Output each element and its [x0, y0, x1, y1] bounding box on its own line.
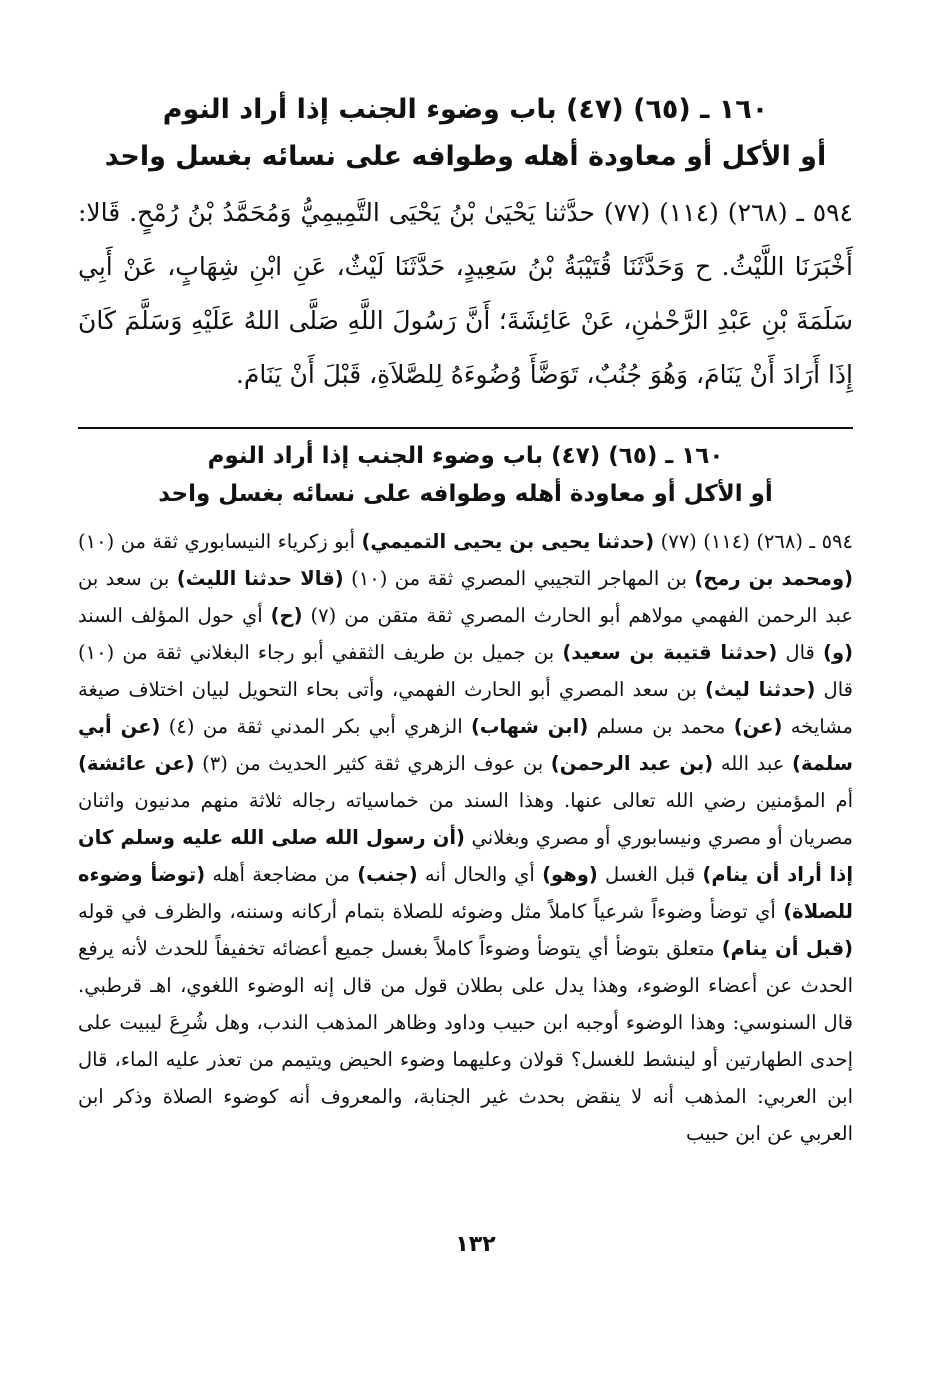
chapter-heading-line-1: ١٦٠ ـ (٦٥) (٤٧) باب وضوء الجنب إذا أراد النوم	[162, 94, 769, 125]
commentary-quote: (بن عبد الرحمن)	[550, 752, 714, 775]
commentary-quote: (جنب)	[357, 863, 418, 886]
commentary-span: بن سعد المصري أبو الحارث الفهمي، وأتى بحاء التحويل لبيان اختلاف صيغة مشايخه	[78, 678, 853, 738]
commentary-quote: (توضأ وضوءه للصلاة)	[78, 863, 853, 923]
commentary-span: أم المؤمنين رضي الله تعالى عنها. وهذا السند من خماسياته رجاله ثلاثة منهم مدنيون واثنان مصريان أو مصري ونيسابوري أو مصري وبغلاني	[78, 789, 853, 849]
commentary-quote: (وهو)	[542, 863, 598, 886]
commentary-span: بن عوف الزهري ثقة كثير الحديث من (٣)	[194, 752, 551, 775]
page-number: ١٣٢	[455, 1232, 496, 1257]
commentary-heading	[78, 437, 853, 513]
commentary-heading-line-2: أو الأكل أو معاودة أهله وطوافه على نسائه بغسل واحد	[158, 481, 773, 507]
commentary-quote: (عن أبي سلمة)	[78, 715, 853, 775]
commentary-span: محمد بن مسلم	[588, 715, 734, 738]
commentary-quote: (حدثنا ليث)	[705, 678, 816, 701]
commentary-quote: (عن)	[733, 715, 783, 738]
commentary-quote: (أن رسول الله صلى الله عليه وسلم كان إذا أراد أن ينام)	[78, 826, 853, 886]
separator-line	[78, 427, 853, 429]
commentary-heading-line-1: ١٦٠ ـ (٦٥) (٤٧) باب وضوء الجنب إذا أراد النوم	[207, 443, 724, 469]
commentary-quote: (ومحمد بن رمح)	[694, 567, 853, 590]
commentary-span: قبل الغسل	[597, 863, 703, 886]
commentary-quote: (ح)	[270, 604, 303, 627]
commentary-span: عبد الله	[713, 752, 793, 775]
chapter-heading	[78, 86, 853, 180]
commentary-span: أي توضأ وضوءاً شرعياً كاملاً مثل وضوئه للصلاة بتمام أركانه وسننه، والظرف في قوله	[78, 900, 784, 923]
commentary-span: أي والحال أنه	[417, 863, 543, 886]
commentary-span: من مضاجعة أهله	[205, 863, 358, 886]
commentary-span: بن جميل بن طريف الثقفي أبو رجاء البغلاني ثقة من (١٠) قال	[78, 641, 853, 701]
commentary-span: الزهري أبي بكر المدني ثقة من (٤)	[160, 715, 471, 738]
commentary-quote: (قبل أن ينام)	[721, 937, 853, 960]
commentary-quote: (ابن شهاب)	[470, 715, 589, 738]
hadith-text: ٥٩٤ ـ (٢٦٨) (١١٤) (٧٧) حدَّثنا يَحْيَىٰ بْنُ يَحْيَى التَّمِيمِيُّ وَمُحَمَّدُ بْنُ رُمْحٍ. قَالا: أَخْبَرَنَا اللَّيْثُ. ح وَحَدَّثَنَا قُتَيْبَةُ بْنُ سَعِيدٍ، حَدَّثَنَا لَيْثٌ، عَنِ ابْنِ شِهَابٍ، عَنْ أَبِي سَلَمَةَ بْنِ عَبْدِ الرَّحْمٰنِ، عَنْ عَائِشَةَ؛ أَنَّ رَسُولَ اللَّهِ صَلَّى اللهُ عَلَيْهِ وَسَلَّمَ كَانَ إِذَا أَرَادَ أَنْ يَنَامَ، وَهُوَ جُنُبٌ، تَوَضَّأَ وُضُوءَهُ لِلصَّلاَةِ، قَبْلَ أَنْ يَنَامَ.	[78, 198, 853, 389]
commentary-quote: (قالا حدثنا الليث)	[176, 567, 344, 590]
commentary-span: ٥٩٤ ـ (٢٦٨) (١١٤) (٧٧)	[654, 530, 853, 553]
commentary-quote: (و)	[823, 641, 853, 664]
commentary-quote: (حدثنا قتيبة بن سعيد)	[562, 641, 778, 664]
chapter-heading-line-2: أو الأكل أو معاودة أهله وطوافه على نسائه بغسل واحد	[104, 141, 827, 172]
commentary-span: أي حول المؤلف السند	[78, 604, 271, 627]
commentary-span: متعلق بتوضأ أي يتوضأ وضوءاً كاملاً بغسل جميع أعضائه تخفيفاً للحدث لأنه يرفع الحدث عن أعضاء الوضوء، وهذا يدل على بطلان قول من قال إنه الوضوء اللغوي، اهـ قرطبي. قال السنوسي: وهذا الوضوء أوجبه ابن حبيب وداود وظاهر المذهب الندب، وهل شُرِعَ ليبيت على إحدى الطهارتين أو لينشط للغسل؟ قولان وعليهما وضوء الحيض ويتيمم من تعذر عليه الماء، قال ابن العربي: المذهب أنه لا ينقض بحدث غير الجنابة، والمعروف أنه كوضوء الصلاة وذكر ابن العربي عن ابن حبيب	[78, 937, 853, 1145]
book-page	[78, 78, 853, 1348]
commentary-span: بن سعد بن عبد الرحمن الفهمي مولاهم أبو الحارث المصري ثقة متقن من (٧)	[78, 567, 854, 627]
commentary-quote: (حدثنا يحيى بن يحيى التميمي)	[361, 530, 655, 553]
commentary-span: بن المهاجر التجيبي المصري ثقة من (١٠)	[343, 567, 695, 590]
commentary-text	[78, 523, 853, 1152]
commentary-span: قال	[777, 641, 824, 664]
commentary-quote: (عن عائشة)	[78, 752, 195, 775]
commentary-span: أبو زكرياء النيسابوري ثقة من (١٠)	[78, 530, 362, 553]
